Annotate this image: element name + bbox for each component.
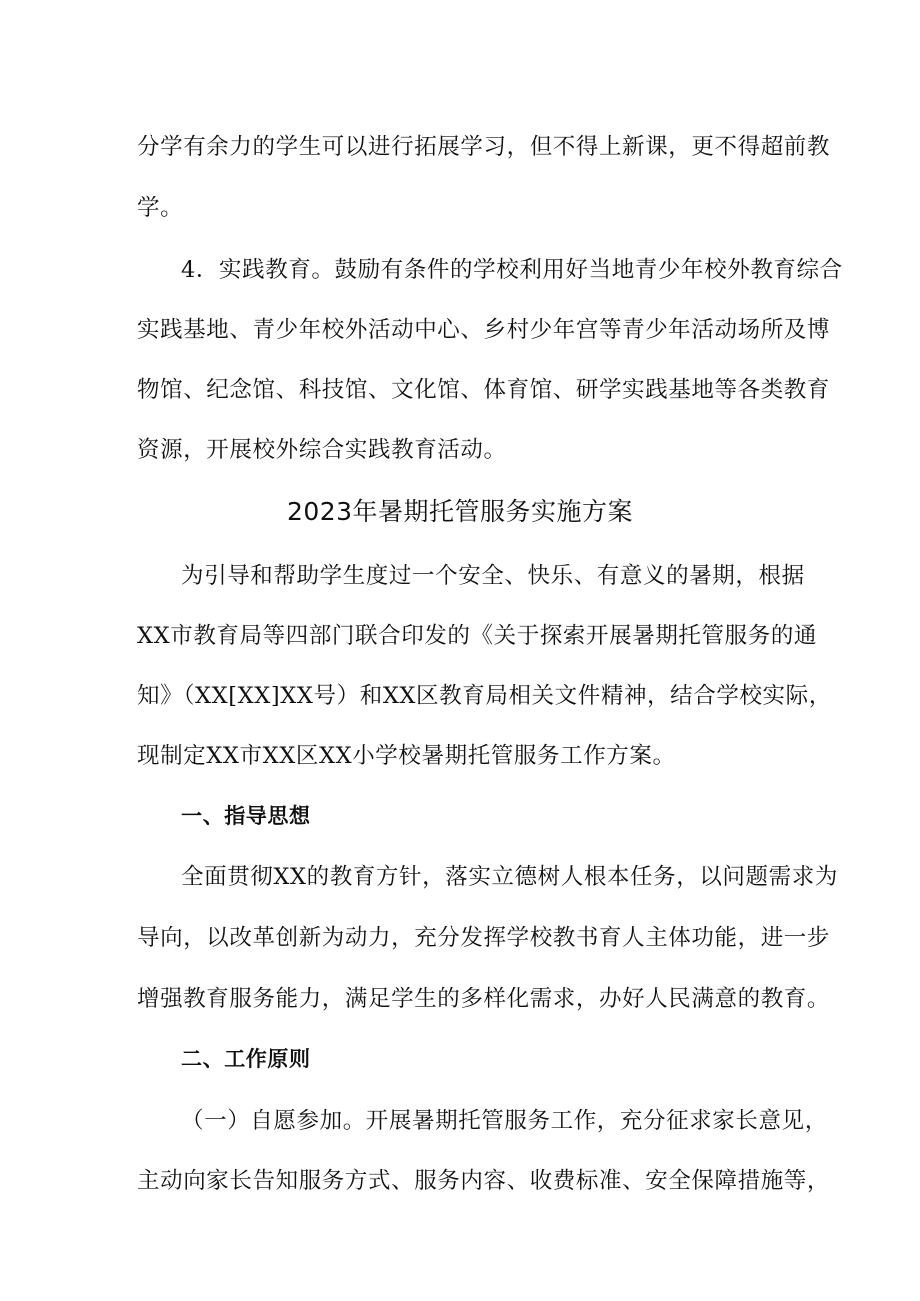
paragraph-line: 知》（XX[XX]XX号）和XX区教育局相关文件精神，结合学校实际， <box>137 683 832 709</box>
paragraph-line: 增强教育服务能力，满足学生的多样化需求，办好人民满意的教育。 <box>137 986 831 1012</box>
paragraph-line: 实践基地、青少年校外活动中心、乡村少年宫等青少年活动场所及博 <box>137 317 831 343</box>
paragraph-line: （一）自愿参加。开展暑期托管服务工作，充分征求家长意见， <box>181 1108 828 1134</box>
paragraph-line: XX市教育局等四部门联合印发的《关于探索开展暑期托管服务的通 <box>137 623 818 649</box>
paragraph-line: 资源，开展校外综合实践教育活动。 <box>137 437 507 463</box>
paragraph-line: 现制定XX市XX区XX小学校暑期托管服务工作方案。 <box>137 743 676 769</box>
section-heading: 一、指导思想 <box>181 804 311 828</box>
paragraph-line: 物馆、纪念馆、科技馆、文化馆、体育馆、研学实践基地等各类教育 <box>137 377 831 403</box>
paragraph-line: 4．实践教育。鼓励有条件的学校利用好当地青少年校外教育综合 <box>181 257 843 283</box>
paragraph-line: 为引导和帮助学生度过一个安全、快乐、有意义的暑期，根据 <box>181 563 805 589</box>
paragraph-line: 主动向家长告知服务方式、服务内容、收费标准、安全保障措施等， <box>137 1168 831 1194</box>
document-title: 2023年暑期托管服务实施方案 <box>286 497 634 526</box>
paragraph-line: 分学有余力的学生可以进行拓展学习，但不得上新课，更不得超前教 <box>137 134 831 160</box>
paragraph-line: 学。 <box>137 195 184 221</box>
paragraph-line: 导向，以改革创新为动力，充分发挥学校教书育人主体功能，进一步 <box>137 925 831 951</box>
paragraph-line: 全面贯彻XX的教育方针，落实立德树人根本任务，以问题需求为 <box>181 864 838 890</box>
section-heading: 二、工作原则 <box>181 1047 311 1071</box>
